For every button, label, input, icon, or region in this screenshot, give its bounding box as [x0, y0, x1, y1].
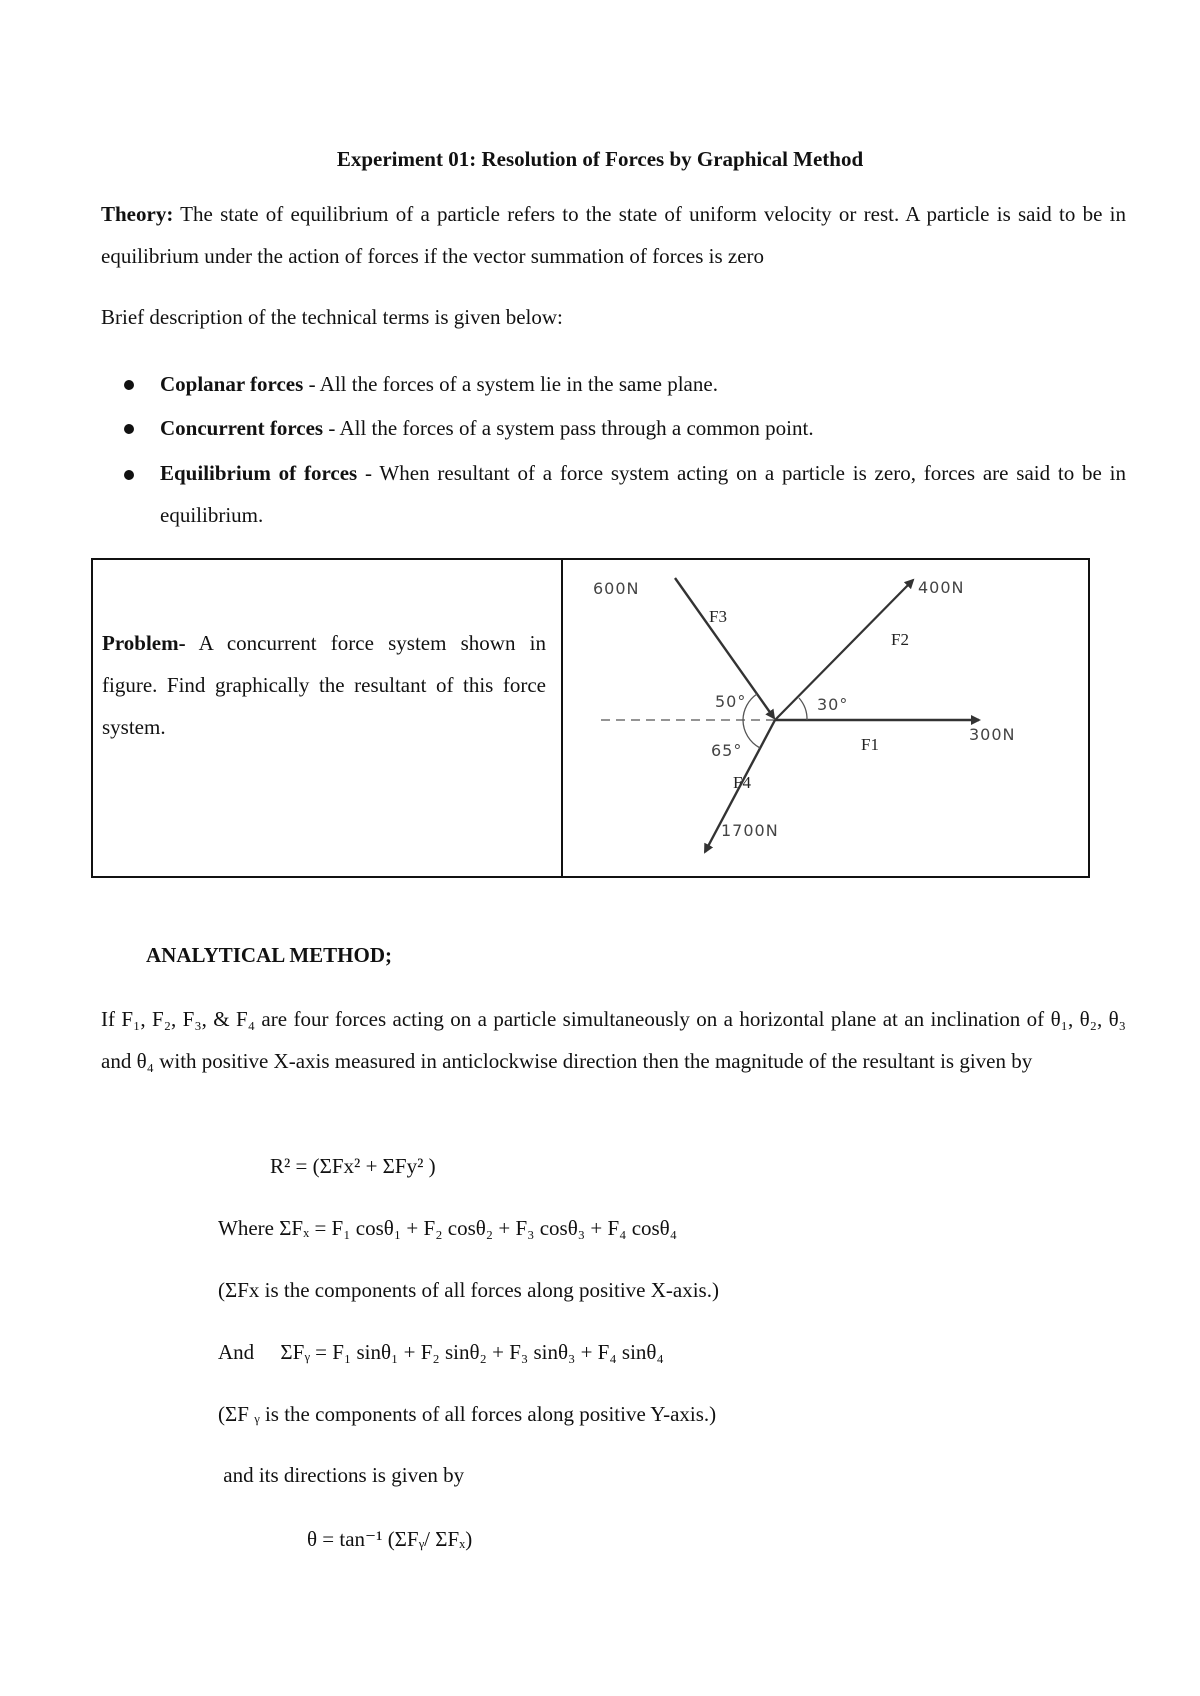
f1-label: F1 — [861, 735, 879, 754]
equation-sum-fx: Where ΣFₓ = F₁ cosθ₁ + F₂ cosθ₂ + F₃ cosθ₃ + F₄ cosθ₄ — [218, 1216, 678, 1240]
f2-label: F2 — [891, 630, 909, 649]
angle-arc-30 — [799, 698, 807, 720]
f3-label: F3 — [709, 607, 727, 626]
bullet-icon — [124, 424, 134, 434]
term-desc: - When resultant of a force system acting on a particle is zero, forces are said to be in equilibrium. — [160, 461, 1126, 527]
terms-list — [120, 362, 1126, 536]
list-item — [120, 406, 1126, 450]
term-name: Concurrent forces — [160, 416, 324, 440]
theory-paragraph — [101, 193, 1126, 277]
note-sum-fy: (ΣF ᵧ is the components of all forces along positive Y-axis.) — [218, 1402, 717, 1426]
theory-label: Theory: — [101, 202, 174, 226]
equation-resultant: R² = (ΣFx² + ΣFy² ) — [270, 1154, 436, 1178]
brief-intro: Brief description of the technical terms is given below: — [101, 305, 563, 329]
bullet-icon — [124, 380, 134, 390]
term-desc: - All the forces of a system pass through a common point. — [323, 416, 814, 440]
bullet-icon — [124, 470, 134, 480]
term-name: Coplanar forces — [160, 372, 304, 396]
equation-sum-fy: And ΣFᵧ = F₁ sinθ₁ + F₂ sinθ₂ + F₃ sinθ₃ + F₄ sinθ₄ — [218, 1340, 664, 1364]
angle-arc-65 — [743, 720, 760, 748]
list-item — [120, 362, 1126, 406]
f4-label: F4 — [733, 773, 751, 792]
equation-theta: θ = tan⁻¹ (ΣFᵧ/ ΣFₓ) — [307, 1527, 473, 1551]
term-name: Equilibrium of forces — [160, 461, 358, 485]
f2-magnitude: 400N — [918, 578, 965, 597]
analytical-intro: If F₁, F₂, F₃, & F₄ are four forces acting on a particle simultaneously on a horizontal plane at an inclination of θ₁, θ₂, θ₃ and θ₄ with positive X-axis measured in anticlockwise direction then the magnitude of the resultant is given by — [101, 1007, 1126, 1073]
f1-magnitude: 300N — [969, 725, 1016, 744]
problem-table — [91, 558, 1090, 878]
note-sum-fx: (ΣFx is the components of all forces along positive X-axis.) — [218, 1278, 719, 1302]
list-item — [120, 452, 1126, 536]
problem-text: A concurrent force system shown in figure. Find graphically the resultant of this force system. — [102, 631, 546, 739]
theory-text: The state of equilibrium of a particle refers to the state of uniform velocity or rest. A particle is said to be in equilibrium under the action of forces if the vector summation of forces is zero — [101, 202, 1126, 268]
angle-30-label: 30° — [817, 695, 849, 714]
direction-intro: and its directions is given by — [218, 1463, 465, 1487]
term-desc: - All the forces of a system lie in the same plane. — [303, 372, 718, 396]
page-title: Experiment 01: Resolution of Forces by Graphical Method — [336, 147, 864, 171]
f3-magnitude: 600N — [593, 579, 640, 598]
angle-65-label: 65° — [711, 741, 743, 760]
problem-label: Problem- — [102, 631, 186, 655]
angle-50-label: 50° — [715, 692, 747, 711]
f4-magnitude: 1700N — [721, 821, 779, 840]
force-diagram — [563, 560, 1088, 876]
problem-statement — [102, 622, 546, 748]
analytical-heading: ANALYTICAL METHOD; — [146, 943, 393, 967]
